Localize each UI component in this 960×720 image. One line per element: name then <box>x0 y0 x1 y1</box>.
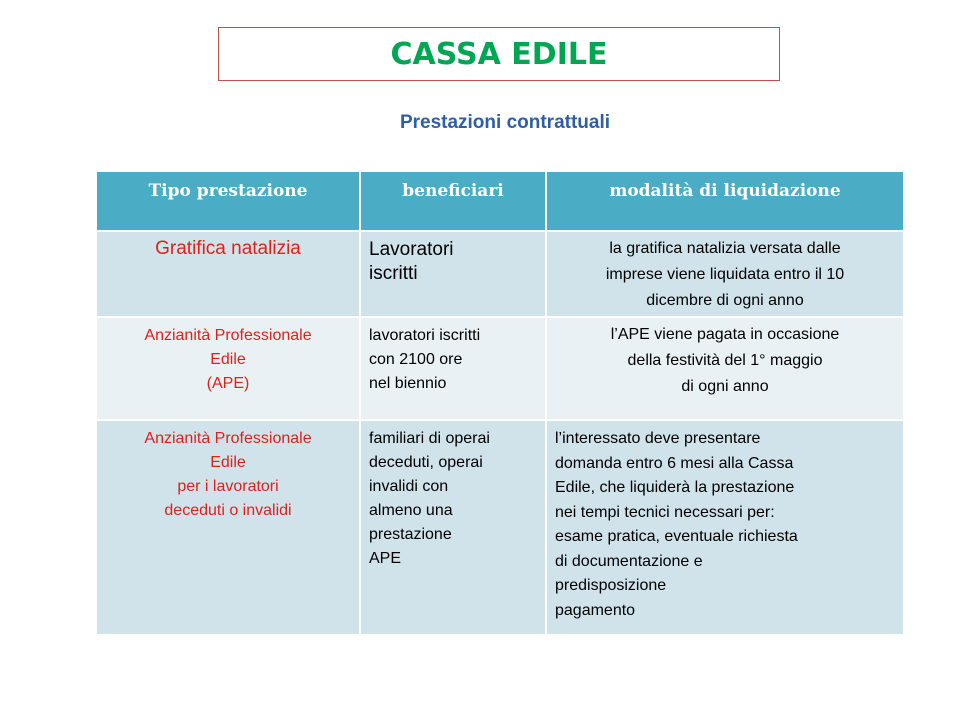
cell-line: nel biennio <box>369 375 447 392</box>
table-header-row <box>96 171 904 231</box>
cell-line: Edile, che liquiderà la prestazione <box>555 479 795 496</box>
cell-line: esame pratica, eventuale richiesta <box>555 528 798 545</box>
cell-line: Anzianità Professionale <box>144 430 312 447</box>
cell-line: l’interessato deve presentare <box>555 430 761 447</box>
cell-tipo-prestazione <box>96 317 360 420</box>
cell-modalita-liquidazione <box>546 420 904 635</box>
cell-line: domanda entro 6 mesi alla Cassa <box>555 454 794 472</box>
cell-line: Gratifica natalizia <box>155 238 301 259</box>
cell-line: Anzianità Professionale <box>144 327 312 344</box>
cell-line: l’APE viene pagata in occasione <box>610 326 840 343</box>
slide-title: CASSA EDILE <box>390 36 608 72</box>
cell-line: (APE) <box>206 375 250 392</box>
cell-line: Edile <box>210 454 246 471</box>
cell-line: per i lavoratori <box>177 478 279 495</box>
header-beneficiari: beneficiari <box>360 171 546 231</box>
benefits-table <box>95 170 905 636</box>
cell-line: predisposizione <box>555 577 667 594</box>
cell-line: con 2100 ore <box>369 351 463 368</box>
cell-line: APE <box>369 550 402 567</box>
cell-line: di ogni anno <box>681 378 769 395</box>
cell-modalita-liquidazione <box>546 231 904 317</box>
cell-line: Edile <box>210 351 246 368</box>
cell-tipo-prestazione <box>96 231 360 317</box>
cell-tipo-prestazione <box>96 420 360 635</box>
cell-line: Lavoratori <box>369 239 454 260</box>
cell-line: nei tempi tecnici necessari per: <box>555 503 775 521</box>
cell-line: lavoratori iscritti <box>369 327 481 344</box>
cell-line: familiari di operai <box>369 430 490 447</box>
cell-beneficiari <box>360 317 546 420</box>
cell-line: pagamento <box>555 601 636 619</box>
cell-line: almeno una <box>369 502 453 519</box>
cell-line: prestazione <box>369 526 452 543</box>
slide-subtitle: Prestazioni contrattuali <box>399 112 611 133</box>
cell-beneficiari <box>360 420 546 635</box>
cell-line: la gratifica natalizia versata dalle <box>609 240 841 257</box>
table-row <box>96 317 904 420</box>
cell-line: deceduti o invalidi <box>164 502 292 519</box>
cell-line: imprese viene liquidata entro il 10 <box>605 266 845 283</box>
cell-line: iscritti <box>369 263 418 284</box>
cell-line: invalidi con <box>369 478 449 495</box>
cell-line: deceduti, operai <box>369 454 483 471</box>
header-tipo-prestazione: Tipo prestazione <box>96 171 360 231</box>
header-modalita-liquidazione: modalità di liquidazione <box>546 171 904 231</box>
slide-title-box <box>218 27 780 81</box>
cell-line: di documentazione e <box>555 552 703 570</box>
cell-line: dicembre di ogni anno <box>646 292 804 309</box>
cell-modalita-liquidazione <box>546 317 904 420</box>
cell-beneficiari <box>360 231 546 317</box>
table-row <box>96 231 904 317</box>
table-row <box>96 420 904 635</box>
cell-line: della festività del 1° maggio <box>627 352 823 369</box>
